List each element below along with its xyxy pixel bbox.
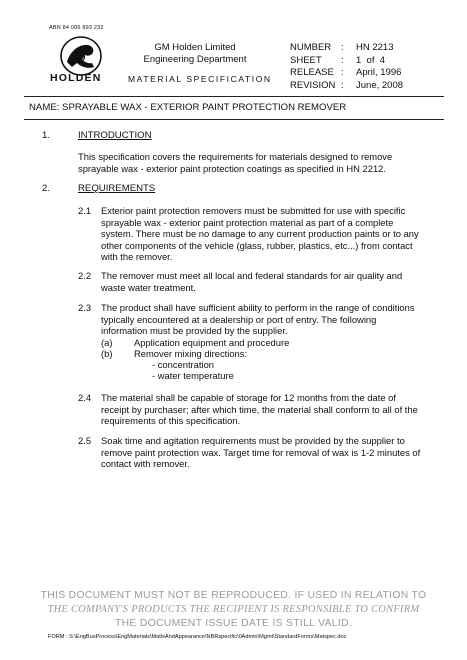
meta-row-revision [290,80,403,93]
section-number: 2. [42,183,51,194]
text-line: waste water treatment. [101,281,196,293]
text-line: typically encountered at a dealership or port of entry. The following [101,313,377,325]
meta-colon: : [341,79,344,91]
meta-colon: : [341,67,344,78]
meta-value: 1 of 4 [356,54,386,66]
requirement-2-1 [78,205,428,263]
requirement-2-2 [78,270,428,293]
item-number: 2.4 [78,392,92,403]
abn-number: ABN 84 006 893 232 [49,25,104,31]
sub-sub-item: - water temperature [152,370,234,381]
header-divider [24,96,444,97]
meta-key: REVISION [290,79,336,91]
text-line: other components of the vehicle (glass, rubber, plastics, etc...) from contact [101,239,413,251]
section-intro-heading [42,130,152,141]
sub-sub-item: - concentration [152,359,215,370]
text-line: Exterior paint protection removers must be submitted for use with specific [101,205,406,216]
name-divider [24,119,444,120]
org-block [125,42,265,66]
text-line: The product shall have sufficient ability to perform in the range of conditions [101,302,415,313]
sub-item-b [101,348,247,360]
meta-row-number [290,42,403,55]
requirement-2-3 [78,302,428,337]
meta-colon: : [341,42,344,53]
requirement-2-5 [78,435,428,470]
sub-item-text: Remover mixing directions: [134,348,248,359]
footer-warning-line-2: THE COMPANY'S PRODUCTS THE RECIPIENT IS RESPONSIBLE TO CONFIRM [47,604,420,615]
meta-value: HN 2213 [356,42,394,53]
sub-item-text: Application equipment and procedure [134,337,290,348]
section-requirements-heading [42,183,155,194]
section-title: REQUIREMENTS [78,183,156,194]
document-meta [290,42,403,92]
holden-wordmark: HOLDEN [50,72,102,84]
sub-item-a [101,337,289,349]
footer-warning-line-1: THIS DOCUMENT MUST NOT BE REPRODUCED. IF USED IN RELATION TO [40,590,427,601]
text-line: The remover must meet all local and federal standards for air quality and [101,270,403,281]
document-name: NAME: SPRAYABLE WAX - EXTERIOR PAINT PROTECTION REMOVER [29,102,347,113]
meta-colon: : [341,54,344,66]
item-number: 2.1 [78,205,92,216]
meta-row-release [290,67,403,80]
intro-paragraph [78,151,424,174]
text-line: sprayable wax - exterior paint protection material as part of a complete [101,216,394,228]
form-path: FORM : S:\EngBusProcess\EngMaterials\MatlsAndAppearance\NBRspecific\0Admin\Mgmt\StandardForms\Matspec.doc [48,634,347,640]
section-number: 1. [42,130,51,141]
meta-row-sheet [290,55,403,68]
department-name: Engineering Department [143,54,247,65]
item-number: 2.5 [78,435,92,446]
text-line: system. There must be no damage to any current production paints or to any [101,228,419,240]
text-line: This specification covers the requirements for materials designed to remove [78,151,393,162]
text-line: requirements of this specification. [101,415,241,427]
item-number: 2.2 [78,270,92,281]
section-title: INTRODUCTION [78,130,152,141]
text-line: contact with remover. [101,458,190,470]
meta-value: June, 2008 [356,79,404,91]
item-number: 2.3 [78,302,92,313]
meta-value: April, 1996 [356,67,402,78]
text-line: with the remover. [101,251,173,263]
text-line: Soak time and agitation requirements must be provided by the supplier to [101,435,405,446]
footer-warning-line-3: THE DOCUMENT ISSUE DATE IS STILL VALID. [114,618,353,629]
sub-item-number: (b) [101,348,113,359]
text-line: The material shall be capable of storage for 12 months from the date of [101,392,396,403]
meta-key: NUMBER [290,42,332,53]
text-line: receipt by purchaser; after which time, the material shall conform to all of the [101,403,418,415]
sub-item-number: (a) [101,337,113,348]
text-line: information must be provided by the supplier. [101,325,288,337]
company-name: GM Holden Limited [154,42,236,53]
text-line: sprayable wax - exterior paint protection coatings as specified in HN 2212. [78,162,386,174]
document-type: MATERIAL SPECIFICATION [128,74,272,84]
requirement-2-4 [78,392,428,427]
text-line: remove paint protection wax. Target time for removal of wax is 1-2 minutes of [101,446,421,458]
meta-key: RELEASE [290,67,334,78]
meta-key: SHEET [290,54,322,66]
